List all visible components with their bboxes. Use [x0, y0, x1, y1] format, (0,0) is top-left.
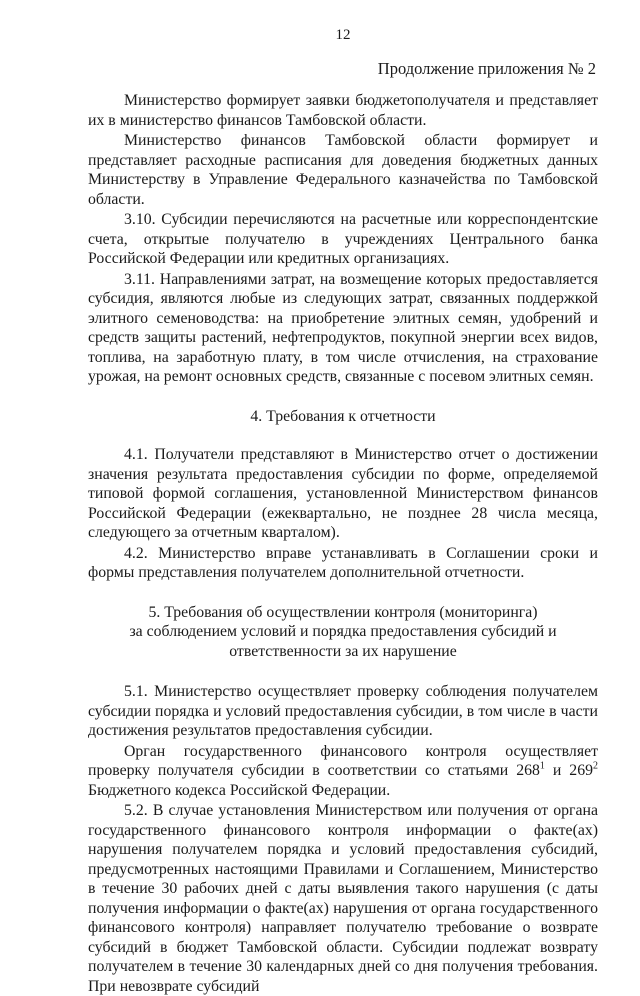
superscript: 2	[593, 760, 598, 772]
paragraph-financial-control	[88, 742, 598, 801]
paragraph-3-10: 3.10. Субсидии перечисляются на расчетные или корреспондентские счета, открытые получателю в учреждениях Центрального банка Российской Федерации или кредитных организациях.	[88, 211, 598, 267]
paragraph-5-1: 5.1. Министерство осуществляет проверку соблюдения получателем субсидии порядка и условий предоставления субсидии, в том числе в части достижения результатов предоставления субсидии.	[88, 683, 598, 739]
paragraph-finance-ministry: Министерство финансов Тамбовской области формирует и представляет расходные расписания для доведения бюджетных данных Министерству в Управление Федерального казначейства по Тамбовской области.	[88, 132, 598, 208]
appendix-continuation-label: Продолжение приложения № 2	[377, 59, 596, 78]
section-5-heading-line: ответственности за их нарушение	[229, 642, 457, 660]
paragraph-4-1: 4.1. Получатели представляют в Министерство отчет о достижении значения результата предоставления субсидии по форме, определяемой типовой формой соглашения, установленной Министерством финансов Российской Федерации (ежеквартально, не позднее 28 числа месяца, следующего за отчетным кварталом).	[88, 446, 598, 541]
section-5-heading-line: за соблюдением условий и порядка предоставления субсидий и	[129, 623, 557, 640]
section-5-heading-line: 5. Требования об осуществлении контроля (мониторинга)	[148, 603, 538, 621]
text-segment: Бюджетного кодекса Российской Федерации.	[88, 781, 391, 799]
document-body	[88, 91, 598, 996]
section-5-heading	[88, 603, 598, 662]
paragraph-3-11: 3.11. Направлениями затрат, на возмещение которых предоставляется субсидия, являются любые из следующих затрат, связанных поддержкой элитного семеноводства: на приобретение элитных семян, удобрений и средств защиты растений, нефтепродуктов, покупной энергии всех видов, топлива, на заработную плату, в том числе отчисления, на страхование урожая, на ремонт основных средств, связанные с посевом элитных семян.	[88, 270, 598, 385]
paragraph-ministry-requests: Министерство формирует заявки бюджетополучателя и представляет их в министерство финансов Тамбовской области.	[88, 92, 598, 129]
page-number: 12	[335, 27, 351, 43]
paragraph-4-2: 4.2. Министерство вправе устанавливать в Соглашении сроки и формы представления получателем дополнительной отчетности.	[88, 544, 598, 581]
superscript: 1	[539, 760, 545, 772]
text-segment: и 269	[544, 762, 593, 779]
text-segment: Орган государственного финансового контроля осуществляет проверку получателя субсидии в соответствии со статьями 268	[88, 742, 598, 779]
section-4-heading: 4. Требования к отчетности	[250, 407, 436, 425]
paragraph-5-2: 5.2. В случае установления Министерством или получения от органа государственного финансового контроля информации о факте(ах) нарушения получателем порядка и условий предоставления субсидий, предусмотренных настоящими Правилами и Соглашением, Министерство в течение 30 рабочих дней с даты выявления такого нарушения (с даты получения информации о факте(ах) нарушения от органа государственного финансового контроля) направляет получателю требование о возврате субсидий в бюджет Тамбовской области. Субсидии подлежат возврату получателем в течение 30 календарных дней со дня получения требования. При невозврате субсидий	[88, 802, 598, 995]
